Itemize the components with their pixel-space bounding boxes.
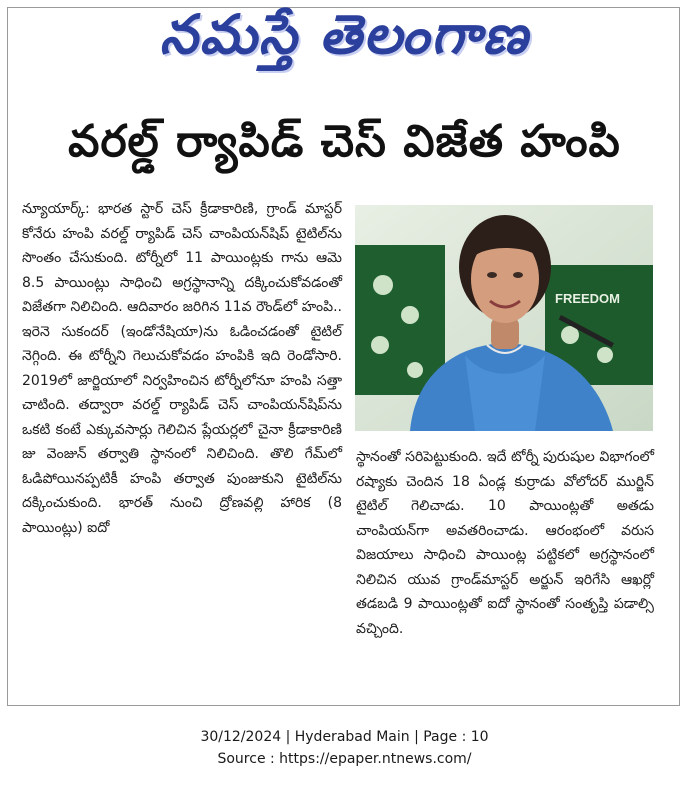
article-column-left <box>22 197 342 540</box>
banner-text: FREEDOM <box>555 291 620 306</box>
headline-text: వరల్డ్ ర్యాపిడ్ చెస్ విజేత హంపి <box>68 116 621 167</box>
clipping-footer <box>0 726 689 770</box>
article-body-left: న్యూయార్క్: భారత స్టార్ చెస్ క్రీడాకారిణి, గ్రాండ్ మాస్టర్ కోనేరు హంపి వరల్డ్ ర్యాపిడ్ చెస్ చాంపియన్‌షిప్ టైటిల్‌ను సొంతం చేసుకుంది. టోర్నీలో 11 పాయింట్లకు గాను ఆమె 8.5 పాయింట్లు సాధించి అగ్రస్థానాన్ని దక్కించుకోవడంతో విజేతగా నిలిచింది. ఆదివారం జరిగిన 11వ రౌండ్‌లో హంపి.. ఇరెనె సుకందర్ (ఇండోనేషియా)ను ఓడించడంతో టైటిల్ నెగ్గింది. ఈ టోర్నీని గెలుచుకోవడం హంపికి ఇది రెండోసారి. 2019లో జార్జియాలో నిర్వహించిన టోర్నీలోనూ హంపి సత్తా చాటింది. తద్వారా వరల్డ్ ర్యాపిడ్ చెస్ చాంపియన్‌షిప్‌ను ఒకటి కంటే ఎక్కువసార్లు గెలిచిన ప్లేయర్లలో చైనా క్రీడాకారిణి జు వెంజున్ తర్వాతి స్థానంలో నిలిచింది. తొలి గేమ్‌లో ఓడిపోయినప్పటికీ హంపి తర్వాత పుంజుకుని టైటిల్‌ను దక్కించుకుంది. భారత్ నుంచి ద్రోణవల్లి హారిక (8 పాయింట్లు) ఐదో <box>22 201 342 536</box>
masthead-title: నమస్తే తెలంగాణ <box>159 2 530 66</box>
article-photo <box>355 205 653 431</box>
source-line: Source : https://epaper.ntnews.com/ <box>217 751 472 767</box>
newspaper-masthead <box>0 4 689 78</box>
edition-info: 30/12/2024 | Hyderabad Main | Page : 10 <box>200 729 489 745</box>
article-body-right: స్థానంతో సరిపెట్టుకుంది. ఇదే టోర్నీ పురుషుల విభాగంలో రష్యాకు చెందిన 18 ఏండ్ల కుర్రాడు వోలోదర్ ముర్జిన్ టైటిల్ గెలిచాడు. 10 పాయింట్లతో అతడు చాంపియన్‌గా అవతరించాడు. ఆరంభంలో వరుస విజయాలు సాధించి పాయింట్ల పట్టికలో అగ్రస్థానంలో నిలిచిన యువ గ్రాండ్‌మాస్టర్ అర్జున్ ఇరిగేసి ఆఖర్లో తడబడి 9 పాయింట్లతో ఐదో స్థానంతో సంతృప్తి పడాల్సి వచ్చింది. <box>356 449 654 637</box>
article-column-right <box>356 445 654 641</box>
article-headline <box>0 112 689 182</box>
